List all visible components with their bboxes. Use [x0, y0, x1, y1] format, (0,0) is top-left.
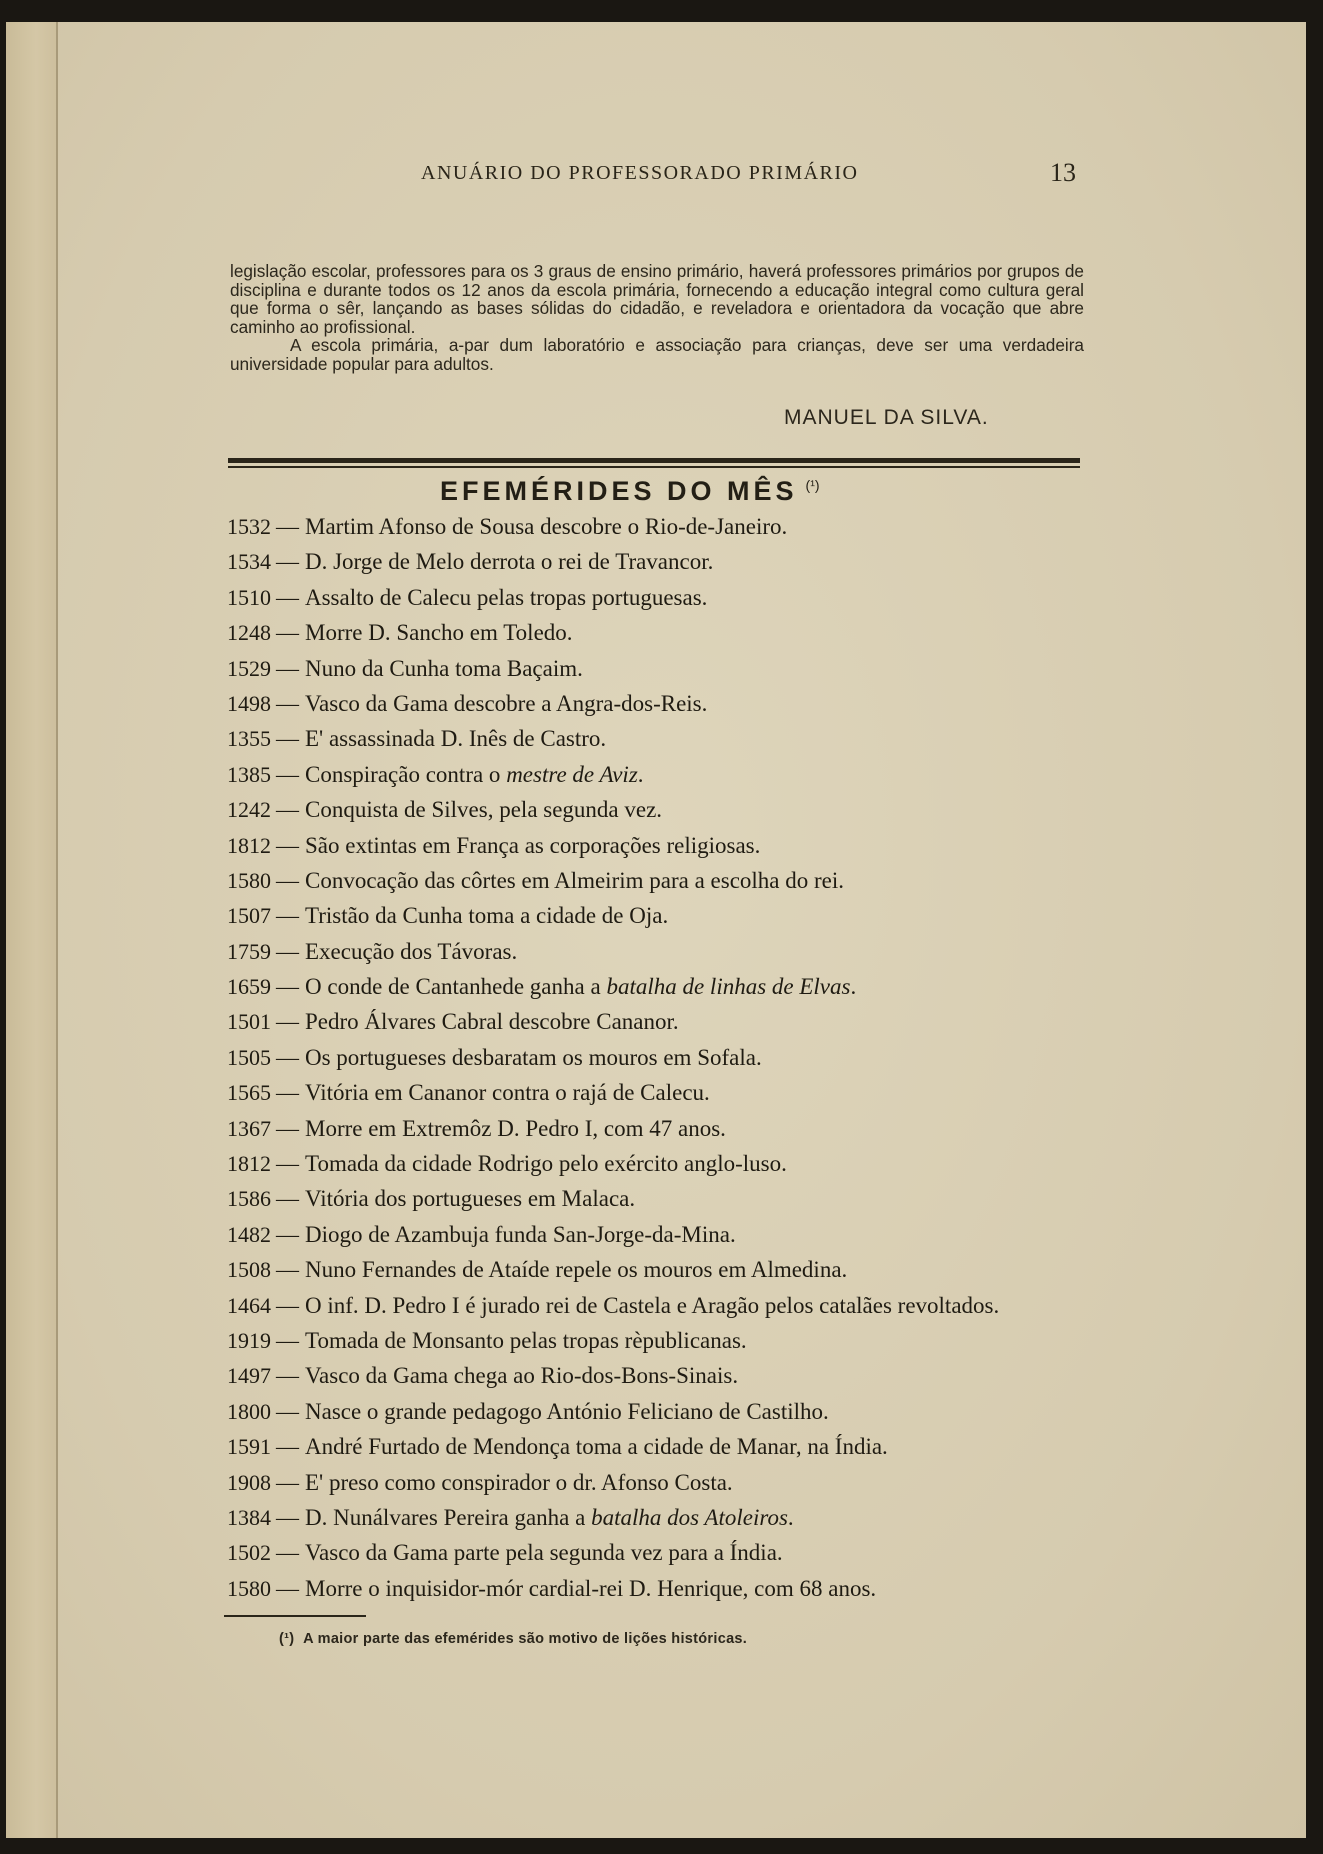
ephemeris-year: 1482	[227, 1221, 271, 1247]
page-spine	[6, 22, 58, 1838]
ephemeris-dash: —	[276, 938, 299, 964]
ephemeris-text: D. Jorge de Melo derrota o rei de Travancor.	[305, 549, 714, 575]
ephemeris-dash: —	[276, 797, 299, 823]
ephemeris-dash: —	[276, 1292, 299, 1318]
ephemeris-year: 1508	[227, 1257, 271, 1283]
ephemeris-text: Pedro Álvares Cabral descobre Cananor.	[305, 1009, 679, 1035]
ephemeris-item	[227, 969, 1107, 1004]
section-title	[440, 476, 820, 507]
ephemeris-dash: —	[276, 514, 299, 539]
ephemeris-year: 1242	[227, 797, 271, 823]
ephemeris-text: Martim Afonso de Sousa descobre o Rio-de-Janeiro.	[305, 514, 788, 539]
ephemeris-text: Nasce o grande pedagogo António Feliciano de Castilho.	[305, 1398, 829, 1424]
ephemeris-item	[227, 1075, 1107, 1110]
ephemeris-dash: —	[276, 1469, 299, 1495]
ephemeris-dash: —	[276, 1398, 299, 1424]
ephemeris-text: Vitória dos portugueses em Malaca.	[305, 1186, 636, 1212]
ephemeris-text: Tomada de Monsanto pelas tropas rèpublicanas.	[305, 1327, 747, 1353]
footnote-divider	[224, 1615, 366, 1617]
ephemeris-dash: —	[276, 867, 299, 893]
ephemeris-text: Diogo de Azambuja funda San-Jorge-da-Mina.	[305, 1221, 736, 1247]
ephemeris-item	[227, 1429, 1107, 1464]
section-divider-thick	[228, 458, 1080, 463]
footnote	[279, 1631, 747, 1647]
ephemeris-item	[227, 863, 1107, 898]
running-header: ANUÁRIO DO PROFESSORADO PRIMÁRIO	[421, 162, 859, 184]
ephemeris-item	[227, 651, 1107, 686]
ephemeris-dash: —	[276, 974, 299, 1000]
ephemeris-item	[227, 721, 1107, 756]
intro-paragraph-1: legislação escolar, professores para os 3 graus de ensino primário, haverá professores primários por grupos de disciplina e durante todos os 12 anos da escola primária, fornecendo a educação integral como cultura geral que forma o sêr, lançando as bases sólidas do cidadão, e reveladora e orientadora da vocação que abre caminho ao profissional.	[230, 261, 1084, 337]
ephemeris-item	[227, 934, 1107, 969]
ephemeris-year: 1497	[227, 1363, 271, 1389]
ephemeris-italic: batalha dos Atoleiros	[591, 1504, 788, 1530]
ephemeris-text: O conde de Cantanhede ganha a	[305, 974, 607, 1000]
ephemeris-item	[227, 1004, 1107, 1039]
ephemeris-item	[227, 509, 1107, 544]
ephemeris-year: 1580	[227, 1575, 271, 1601]
ephemeris-text: Vitória em Cananor contra o rajá de Calecu.	[305, 1080, 710, 1106]
ephemeris-item	[227, 1535, 1107, 1570]
ephemeris-item	[227, 1288, 1107, 1323]
ephemeris-item	[227, 1146, 1107, 1181]
ephemeris-text: Tristão da Cunha toma a cidade de Oja.	[305, 903, 669, 929]
book-page	[6, 22, 1306, 1838]
ephemeris-item	[227, 1252, 1107, 1287]
ephemeris-dash: —	[276, 832, 299, 858]
ephemeris-year: 1586	[227, 1186, 271, 1212]
intro-text	[230, 262, 1084, 373]
ephemeris-item	[227, 828, 1107, 863]
ephemeris-item	[227, 1358, 1107, 1393]
ephemeris-dash: —	[276, 690, 299, 716]
ephemeris-dash: —	[276, 1257, 299, 1283]
footnote-marker: (¹)	[279, 1631, 295, 1647]
ephemeris-text: E' preso como conspirador o dr. Afonso Costa.	[305, 1469, 733, 1495]
ephemeris-year: 1501	[227, 1009, 271, 1035]
ephemeris-year: 1908	[227, 1469, 271, 1495]
ephemeris-item	[227, 1217, 1107, 1252]
ephemeris-dash: —	[276, 1151, 299, 1177]
author-signature: MANUEL DA SILVA.	[784, 406, 989, 429]
ephemeris-dash: —	[276, 1363, 299, 1389]
ephemeris-italic: mestre de Aviz	[506, 761, 638, 787]
ephemeris-dash: —	[276, 620, 299, 646]
ephemeris-dash: —	[276, 761, 299, 787]
ephemeris-dash: —	[276, 1044, 299, 1070]
ephemeris-year: 1759	[227, 938, 271, 964]
ephemeris-year: 1532	[227, 514, 271, 539]
ephemeris-year: 1529	[227, 655, 271, 681]
ephemeris-year: 1919	[227, 1327, 271, 1353]
ephemeris-year: 1591	[227, 1434, 271, 1460]
ephemeris-text: São extintas em França as corporações religiosas.	[305, 832, 761, 858]
ephemeris-year: 1534	[227, 549, 271, 575]
section-divider-thin	[228, 466, 1080, 468]
ephemeris-dash: —	[276, 1115, 299, 1141]
ephemeris-dash: —	[276, 726, 299, 752]
ephemeris-item	[227, 580, 1107, 615]
ephemeris-dash: —	[276, 1540, 299, 1566]
ephemeris-text: Morre em Extremôz D. Pedro I, com 47 anos.	[305, 1115, 726, 1141]
ephemeris-item	[227, 898, 1107, 933]
ephemeris-dash: —	[276, 655, 299, 681]
ephemeris-text: Morre D. Sancho em Toledo.	[305, 620, 573, 646]
ephemeris-text: Assalto de Calecu pelas tropas portuguesas.	[305, 584, 708, 610]
ephemeris-year: 1385	[227, 761, 271, 787]
ephemeris-year: 1355	[227, 726, 271, 752]
ephemeris-text: Nuno da Cunha toma Baçaim.	[305, 655, 583, 681]
ephemeris-text: André Furtado de Mendonça toma a cidade de Manar, na Índia.	[305, 1434, 888, 1460]
section-title-text: EFEMÉRIDES DO MÊS	[440, 476, 798, 506]
ephemeris-text: Conquista de Silves, pela segunda vez.	[305, 797, 663, 823]
ephemeris-year: 1507	[227, 903, 271, 929]
ephemeris-year: 1800	[227, 1398, 271, 1424]
ephemeris-dash: —	[276, 1080, 299, 1106]
ephemeris-year: 1812	[227, 1151, 271, 1177]
ephemeris-dash: —	[276, 903, 299, 929]
ephemeris-text: Nuno Fernandes de Ataíde repele os mouros em Almedina.	[305, 1257, 848, 1283]
ephemeris-dash: —	[276, 549, 299, 575]
ephemeris-year: 1384	[227, 1504, 271, 1530]
ephemeris-item	[227, 544, 1107, 579]
ephemeris-dash: —	[276, 1327, 299, 1353]
ephemeris-dash: —	[276, 1504, 299, 1530]
ephemeris-year: 1464	[227, 1292, 271, 1318]
ephemeris-item	[227, 1465, 1107, 1500]
footnote-reference: (¹)	[805, 477, 820, 493]
page-number: 13	[1050, 158, 1076, 187]
ephemeris-item	[227, 1111, 1107, 1146]
ephemeris-punctuation: .	[787, 1504, 794, 1530]
ephemeris-item	[227, 792, 1107, 827]
ephemeris-year: 1510	[227, 584, 271, 610]
ephemerides-list	[227, 509, 1107, 1606]
ephemeris-dash: —	[276, 1009, 299, 1035]
ephemeris-item	[227, 1571, 1107, 1606]
ephemeris-italic: batalha de linhas de Elvas	[606, 974, 851, 1000]
ephemeris-year: 1367	[227, 1115, 271, 1141]
ephemeris-item	[227, 1500, 1107, 1535]
ephemeris-item	[227, 757, 1107, 792]
ephemeris-year: 1812	[227, 832, 271, 858]
ephemeris-item	[227, 1394, 1107, 1429]
ephemeris-item	[227, 686, 1107, 721]
ephemeris-text: E' assassinada D. Inês de Castro.	[305, 726, 607, 752]
footnote-text: A maior parte das efemérides são motivo de lições históricas.	[303, 1631, 748, 1647]
ephemeris-text: Execução dos Távoras.	[305, 938, 518, 964]
ephemeris-item	[227, 1181, 1107, 1216]
ephemeris-dash: —	[276, 584, 299, 610]
ephemeris-text: Os portugueses desbaratam os mouros em Sofala.	[305, 1044, 762, 1070]
ephemeris-text: Tomada da cidade Rodrigo pelo exército anglo-luso.	[305, 1151, 787, 1177]
ephemeris-text: Convocação das côrtes em Almeirim para a escolha do rei.	[305, 867, 845, 893]
ephemeris-year: 1248	[227, 620, 271, 646]
ephemeris-dash: —	[276, 1221, 299, 1247]
ephemeris-item	[227, 1323, 1107, 1358]
ephemeris-year: 1659	[227, 974, 271, 1000]
ephemeris-text: Conspiração contra o	[305, 761, 507, 787]
ephemeris-text: Morre o inquisidor-mór cardial-rei D. Henrique, com 68 anos.	[305, 1575, 877, 1601]
ephemeris-text: Vasco da Gama parte pela segunda vez para a Índia.	[305, 1540, 783, 1566]
ephemeris-text: Vasco da Gama descobre a Angra-dos-Reis.	[305, 690, 708, 716]
ephemeris-text: O inf. D. Pedro I é jurado rei de Castela e Aragão pelos catalães revoltados.	[305, 1292, 1000, 1318]
ephemeris-item	[227, 1040, 1107, 1075]
ephemeris-dash: —	[276, 1434, 299, 1460]
ephemeris-year: 1502	[227, 1540, 271, 1566]
ephemeris-punctuation: .	[637, 761, 644, 787]
ephemeris-text: Vasco da Gama chega ao Rio-dos-Bons-Sinais.	[305, 1363, 739, 1389]
ephemeris-item	[227, 615, 1107, 650]
ephemeris-dash: —	[276, 1186, 299, 1212]
intro-paragraph-2: A escola primária, a-par dum laboratório e associação para crianças, deve ser uma verdadeira universidade popular para adultos.	[230, 335, 1084, 374]
ephemeris-dash: —	[276, 1575, 299, 1601]
ephemeris-text: D. Nunálvares Pereira ganha a	[305, 1504, 592, 1530]
ephemeris-year: 1505	[227, 1044, 271, 1070]
ephemeris-year: 1565	[227, 1080, 271, 1106]
ephemeris-punctuation: .	[850, 974, 857, 1000]
ephemeris-year: 1580	[227, 867, 271, 893]
ephemeris-year: 1498	[227, 690, 271, 716]
